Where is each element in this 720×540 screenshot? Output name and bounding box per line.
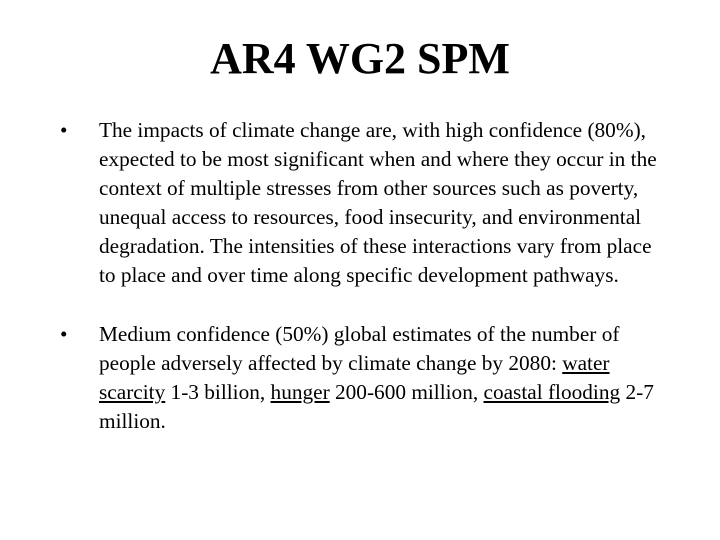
term-water-scarcity: water scarcity: [99, 351, 610, 404]
term-hunger: hunger: [270, 380, 330, 404]
value-coastal-flooding: 2-7 million.: [99, 380, 654, 433]
bullet-marker: •: [60, 118, 68, 142]
bullet-text-estimates-intro: Medium confidence (50%) global estimates of the number of people adversely affected by climate change by 2080:: [99, 322, 620, 375]
value-hunger: 200-600 million,: [329, 380, 484, 404]
bullet-item-impacts: [60, 116, 670, 290]
bullet-marker: •: [60, 322, 68, 346]
bullet-item-estimates: [60, 320, 670, 436]
bullet-text-impacts: The impacts of climate change are, with high confidence (80%), expected to be most significant when and where they occur in the context of multiple stresses from other sources such as poverty, unequal access to resources, food insecurity, and environmental degradation. The intensities of these interactions vary from place to place and over time along specific development pathways.: [99, 118, 657, 287]
slide-title: AR4 WG2 SPM: [210, 34, 510, 83]
value-water-scarcity: 1-3 billion,: [165, 380, 271, 404]
bullet-list: [60, 116, 670, 436]
term-coastal-flooding: coastal flooding: [483, 380, 621, 404]
